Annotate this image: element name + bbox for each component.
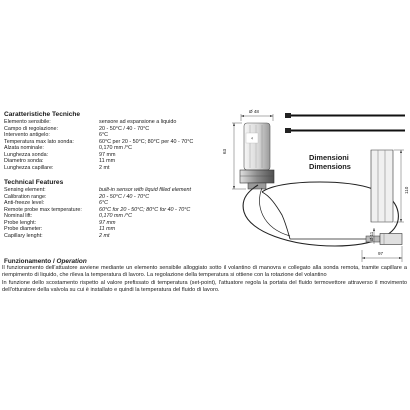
spec-value: 97 mm — [99, 219, 116, 226]
spec-value: 20 - 50°C / 40 - 70°C — [99, 125, 150, 132]
cable-ties-illustration — [285, 113, 405, 133]
en-specs-title: Technical Features — [4, 179, 64, 186]
spec-label: Calibration range: — [4, 193, 47, 200]
spec-value: 11 mm — [99, 158, 116, 164]
diameter-label: Ø 48 — [249, 109, 259, 114]
probe-illustration — [290, 231, 402, 245]
probe-length-label: 97 — [378, 251, 384, 256]
spec-label: Lunghezza capillare: — [4, 164, 54, 171]
spec-value: 60°C per 20 - 50°C; 80°C per 40 - 70°C — [99, 138, 194, 145]
probe-diameter-label: Ø 11 — [369, 231, 374, 241]
operation-paragraph-2: In funzione dello scostamento rispetto al valore prefissato di temperatura (set-point), l'attuatore regola la portata del fluido termovettore attraverso il movimento dell'otturatore della valvola su cui è installato e quindi la temperatura del fluido di lavoro. — [2, 280, 407, 294]
spec-value: 60°C for 20 - 50°C; 80°C for 40 - 70°C — [99, 206, 191, 213]
spec-value: 6°C — [99, 200, 109, 206]
spec-label: Alzata nominale: — [4, 145, 44, 151]
spec-label: Remote probe max temperature: — [4, 206, 82, 213]
clip-height-label: 110 — [404, 186, 409, 194]
operation-title-en: Operation — [56, 258, 87, 265]
operation-title-it: Funzionamento — [4, 258, 52, 265]
spec-label: Probe diameter: — [4, 226, 43, 232]
spec-value: 20 - 50°C / 40 - 70°C — [99, 193, 150, 200]
spec-label: Elemento sensibile: — [4, 119, 51, 125]
spec-label: Diametro sonda: — [4, 158, 44, 164]
probe-clip-illustration — [371, 150, 393, 222]
spec-label: Temperatura max lato sonda: — [4, 138, 74, 145]
it-specs-title: Caratteristiche Tecniche — [4, 111, 81, 118]
spec-value: 11 mm — [99, 226, 116, 232]
spec-label: Lunghezza sonda: — [4, 151, 49, 158]
dimensions-title-it: Dimensioni — [309, 153, 349, 162]
diameter-dimension — [241, 114, 273, 121]
operation-paragraph-1: Il funzionamento dell'attuatore avviene mediante un elemento sensibile alloggiato sotto il volantino di manovra e collegato alla sonda remota, tramite capillare a riempimento di liquido, che rileva la temperatura di lavoro. La regolazione della temperatura si ottiene con la rotazione del volantino — [2, 265, 407, 279]
spec-label: Sensing element: — [4, 187, 46, 193]
spec-value: 2 mt — [99, 164, 110, 171]
spec-label: Capillary lenght: — [4, 232, 43, 239]
dimensions-title-en: Dimensions — [309, 162, 351, 171]
operation-title — [4, 258, 87, 265]
clip-height-dimension — [394, 150, 404, 222]
spec-label: Campo di regolazione: — [4, 125, 58, 132]
spec-value: 6°C — [99, 132, 109, 138]
spec-value: 0,170 mm /°C — [99, 145, 133, 151]
spec-label: Anti-freeze level: — [4, 200, 45, 206]
spec-label: Intervento antigelo: — [4, 132, 50, 138]
spec-label: Probe lenght: — [4, 219, 37, 226]
height-label: 63 — [222, 148, 227, 154]
actuator-illustration — [240, 123, 274, 189]
spec-label: Nominal lift: — [4, 213, 33, 219]
scale-digit: 4 — [251, 136, 253, 141]
spec-value: 0,170 mm /°C — [99, 213, 133, 219]
spec-value: 2 mt — [99, 232, 110, 239]
spec-value: 97 mm — [99, 151, 116, 158]
spec-value: built-in sensor with liquid filled element — [99, 187, 191, 193]
spec-value: sensore ad espansione a liquido — [99, 119, 177, 125]
operation-title-separator: / — [51, 258, 57, 265]
